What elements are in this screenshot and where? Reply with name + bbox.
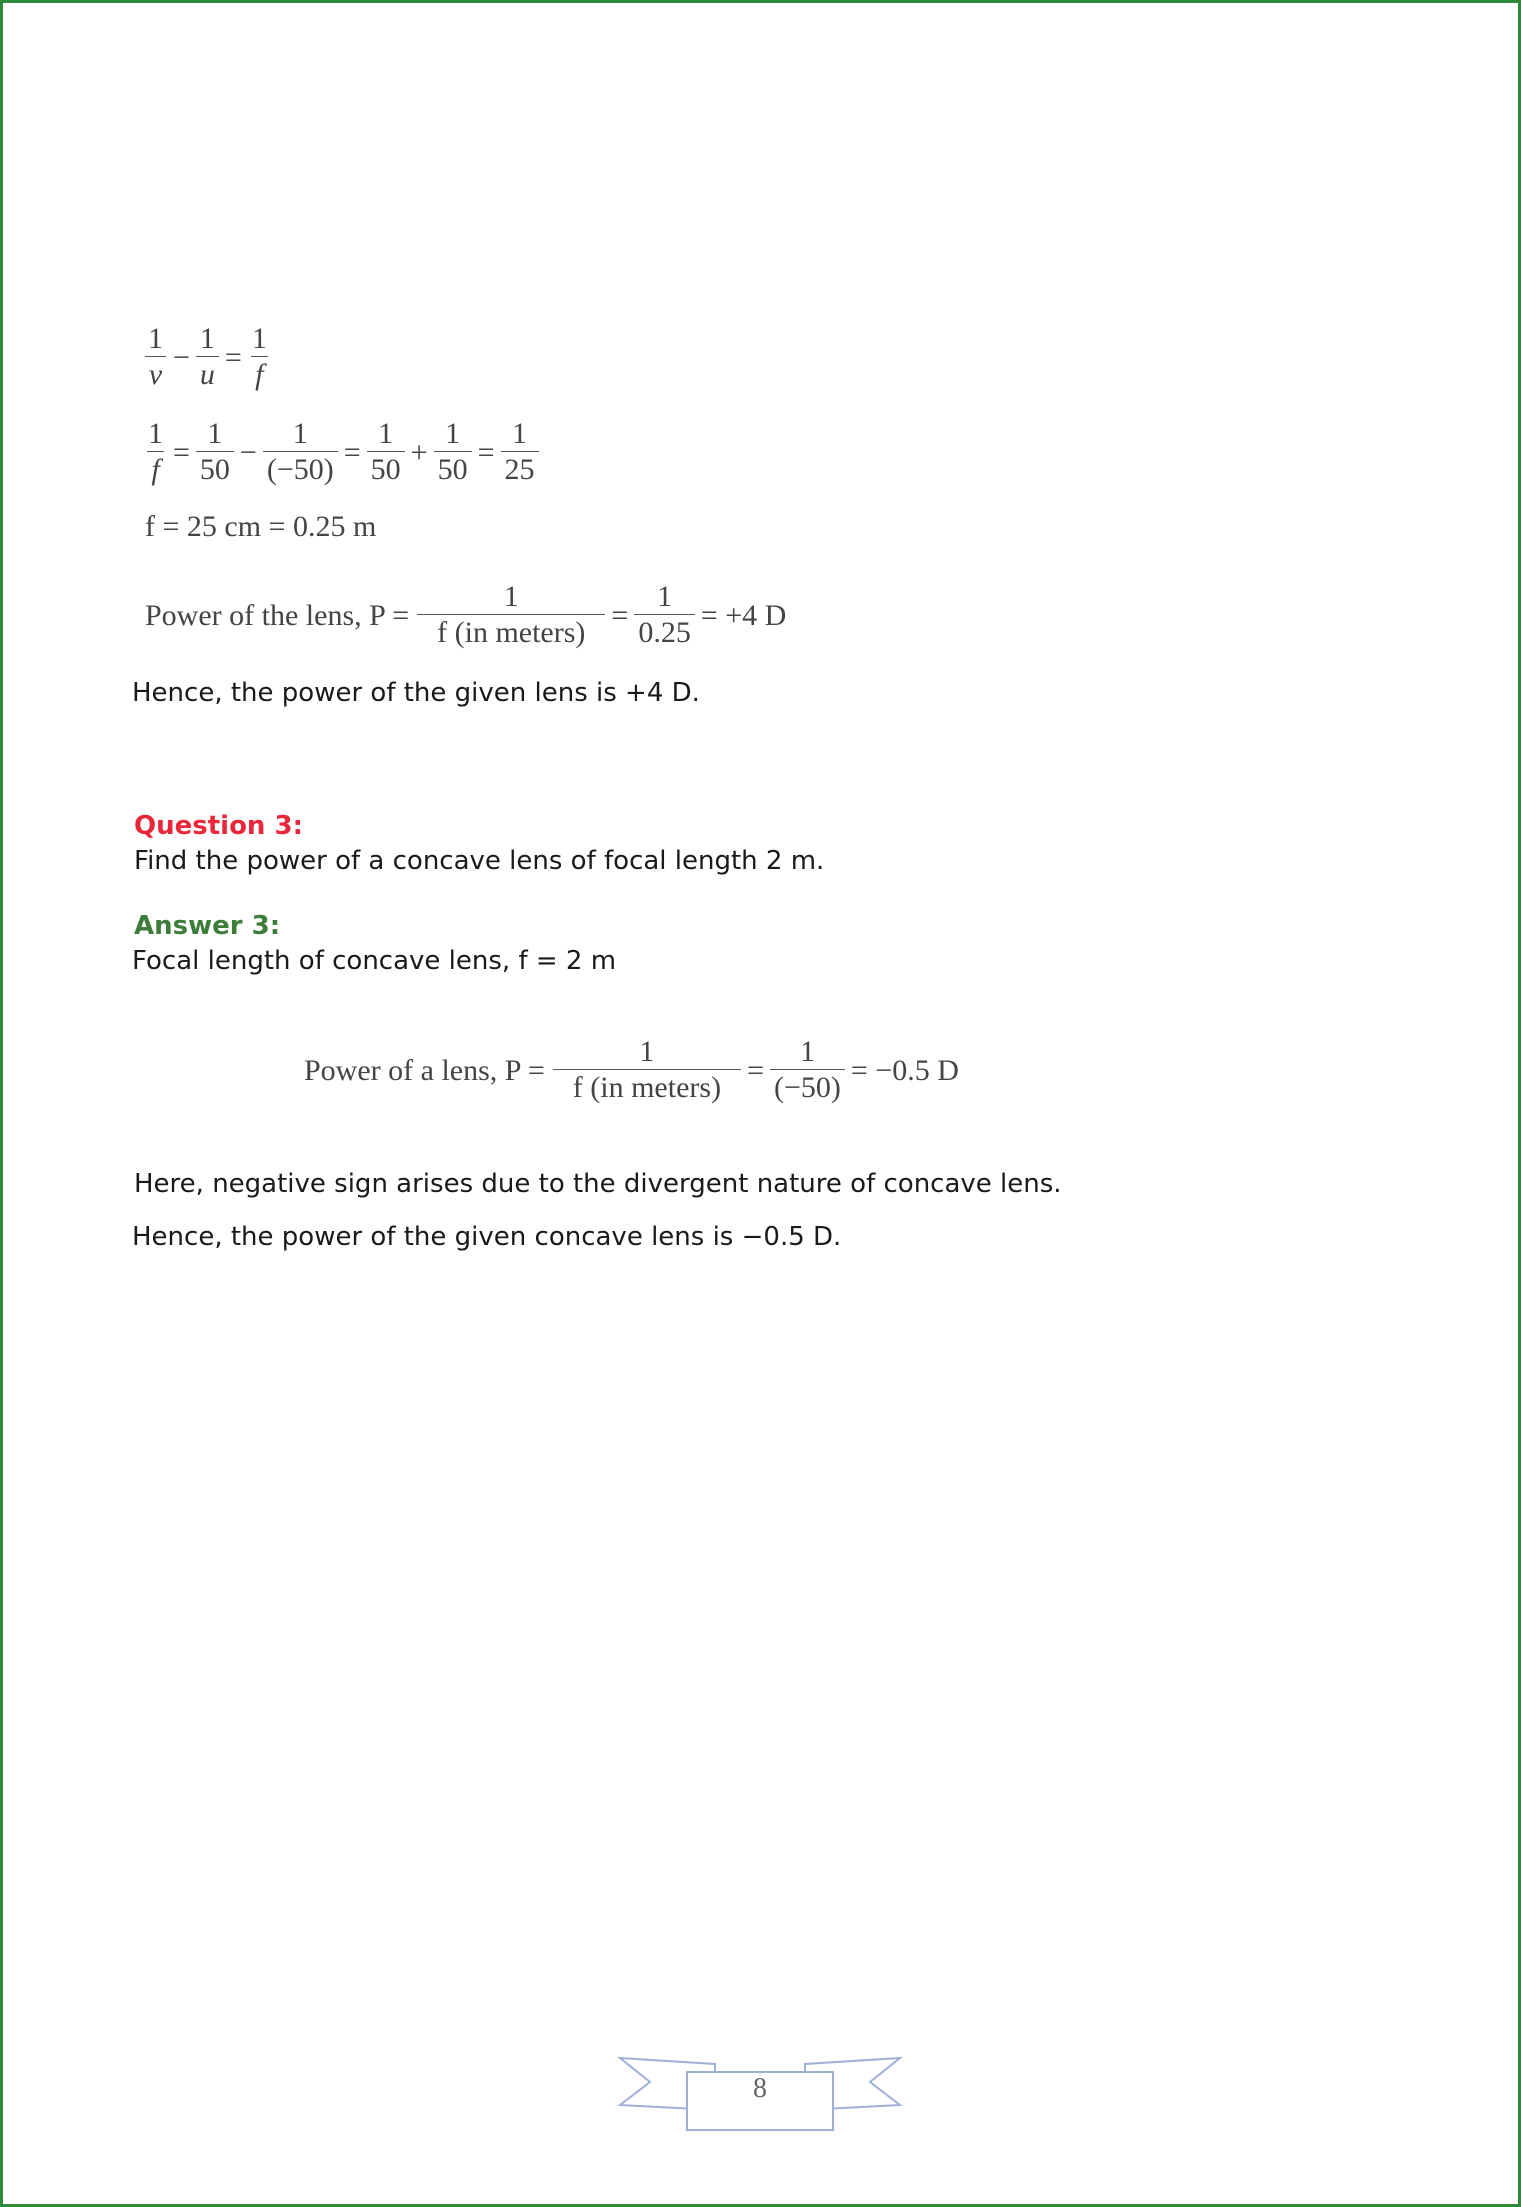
den: 50 [434,451,472,488]
op: = [343,435,361,469]
num: 1 [378,417,394,450]
concave-power-equation [304,1035,962,1106]
op: = [611,598,629,632]
focal-calculation [141,417,542,488]
num: 1 [639,1035,655,1068]
num: 1 [148,417,163,450]
den: 50 [196,451,234,488]
op: − [173,340,190,374]
num: 1 [207,417,223,450]
answer-heading: Answer 3: [134,911,281,941]
op: + [410,435,428,469]
equation-text: f = 25 cm = 0.25 m [145,510,377,543]
den: (−50) [770,1069,845,1106]
num: 1 [657,580,673,613]
page-number: 8 [753,2073,767,2104]
op: = [224,340,242,374]
answer-conclusion: Hence, the power of the given concave lens is −0.5 D. [132,1222,842,1252]
answer-given: Focal length of concave lens, f = 2 m [132,946,617,976]
equation-result: = −0.5 D [850,1053,959,1087]
conclusion-text: Hence, the power of the given lens is +4 D. [132,678,700,708]
den: 25 [501,451,539,488]
num: 1 [199,322,215,355]
op: = [477,435,495,469]
question-heading: Question 3: [134,811,303,841]
den: f [147,451,163,488]
power-equation [145,580,789,651]
lens-formula [141,322,274,393]
num: 1 [445,417,461,450]
den: 0.25 [634,614,695,651]
equation-label: Power of a lens, P = [304,1053,545,1087]
question-text: Find the power of a concave lens of focal length 2 m. [134,846,825,876]
den: f (in meters) [417,614,605,651]
num: 1 [148,322,163,355]
num: 1 [251,322,267,355]
num: 1 [292,417,308,450]
num: 1 [503,580,519,613]
op: = [747,1053,764,1087]
den: v [145,356,166,393]
num: 1 [512,417,528,450]
num: 1 [799,1035,815,1068]
answer-note: Here, negative sign arises due to the divergent nature of concave lens. [134,1169,1062,1199]
op: = [173,435,190,469]
equation-result: = +4 D [700,598,787,632]
den: (−50) [263,451,338,488]
den: 50 [367,451,405,488]
den: f (in meters) [553,1069,741,1106]
equation-label: Power of the lens, P = [145,598,410,632]
focal-length-result [145,510,376,544]
den: u [196,356,219,393]
op: − [239,435,257,469]
den: f [251,356,267,393]
